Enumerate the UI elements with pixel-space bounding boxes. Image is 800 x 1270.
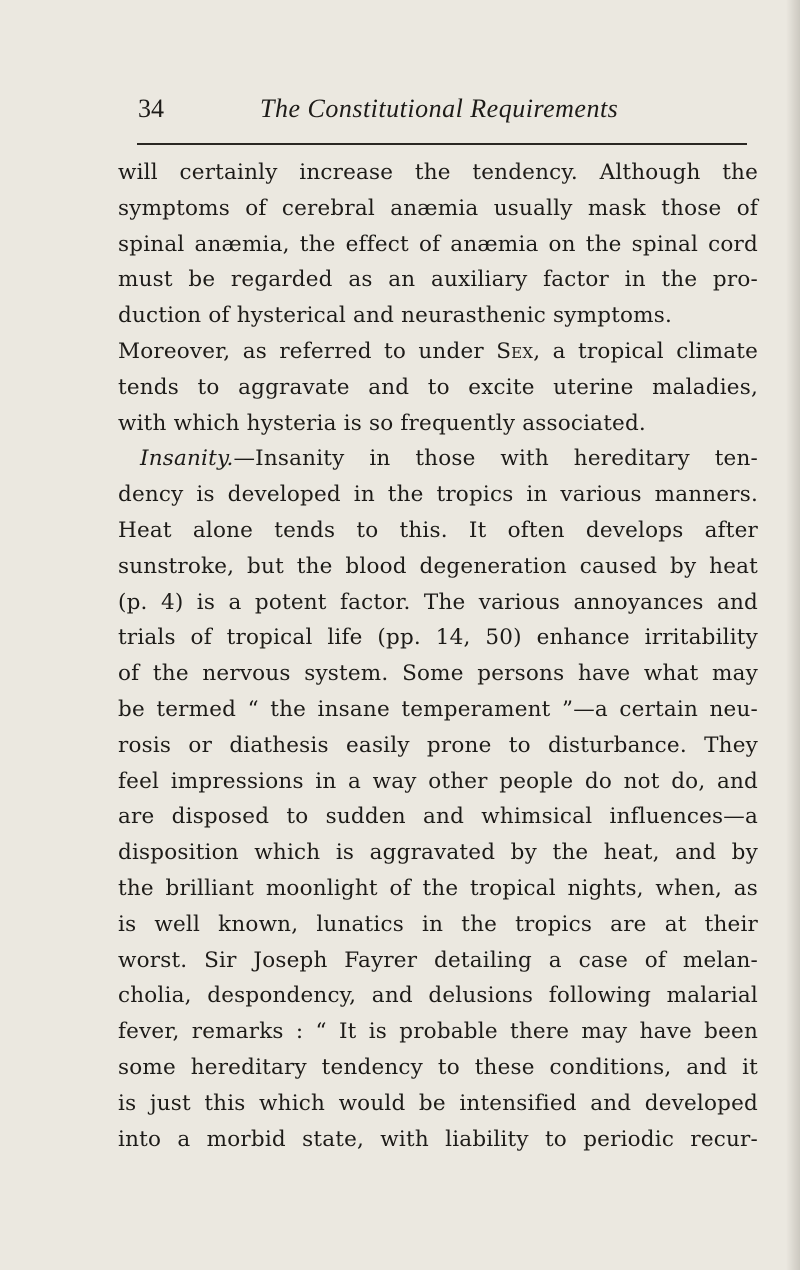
body-text [118, 155, 758, 1157]
page-number: 34 [138, 94, 164, 123]
text-line [118, 334, 758, 370]
text-line [118, 441, 758, 477]
text-line: fever, remarks : “ It is probable there may have been [118, 1019, 758, 1045]
text-line: symptoms of cerebral anæmia usually mask those of [118, 195, 758, 221]
text-line: cholia, despondency, and delusions following malarial [118, 983, 758, 1009]
text-line: sunstroke, but the blood degeneration caused by heat [118, 553, 758, 579]
text-line: Heat alone tends to this. It often develops after [118, 517, 758, 543]
text-line: dency is developed in the tropics in various manners. [118, 482, 758, 508]
text-line: of the nervous system. Some persons have what may [118, 661, 758, 687]
text-line: into a morbid state, with liability to periodic recur- [118, 1126, 758, 1152]
text-line: duction of hysterical and neurasthenic symptoms. [118, 303, 673, 329]
text-line: will certainly increase the tendency. Although the [118, 160, 758, 185]
text-line: must be regarded as an auxiliary factor in the pro- [118, 267, 758, 293]
text-line: spinal anæmia, the effect of anæmia on the spinal cord [118, 231, 758, 257]
text-line: some hereditary tendency to these conditions, and it [118, 1054, 758, 1080]
text-line: the brilliant moonlight of the tropical nights, when, as [118, 875, 758, 901]
running-title: The Constitutional Requirements [260, 94, 619, 123]
text-line: trials of tropical life (pp. 14, 50) enhance irritability [118, 625, 758, 651]
text-line: disposition which is aggravated by the heat, and by [118, 840, 758, 866]
text-line: are disposed to sudden and whimsical influences—a [118, 804, 758, 830]
text-line-part: —Insanity in those with hereditary ten- [233, 446, 758, 472]
header-rule [137, 143, 747, 145]
text-line: rosis or diathesis easily prone to disturbance. They [118, 732, 758, 758]
text-line-part: Moreover, as referred to under [118, 338, 484, 364]
text-line: is well known, lunatics in the tropics are at their [118, 911, 758, 937]
text-line-part: , a tropical climate [533, 338, 758, 364]
text-line: feel impressions in a way other people do not do, and [118, 768, 758, 794]
page-edge-shadow [786, 0, 800, 1270]
section-heading-insanity: Insanity. [140, 446, 234, 472]
section-reference: Sex [496, 338, 534, 364]
text-line: (p. 4) is a potent factor. The various annoyances and [118, 589, 758, 615]
text-line: worst. Sir Joseph Fayrer detailing a case of melan- [118, 947, 758, 973]
text-line: is just this which would be intensified and developed [118, 1090, 758, 1116]
text-line: with which hysteria is so frequently associated. [118, 410, 646, 436]
running-head [102, 94, 702, 128]
text-line: be termed “ the insane temperament ”—a certain neu- [118, 696, 758, 722]
text-line: tends to aggravate and to excite uterine maladies, [118, 374, 758, 400]
